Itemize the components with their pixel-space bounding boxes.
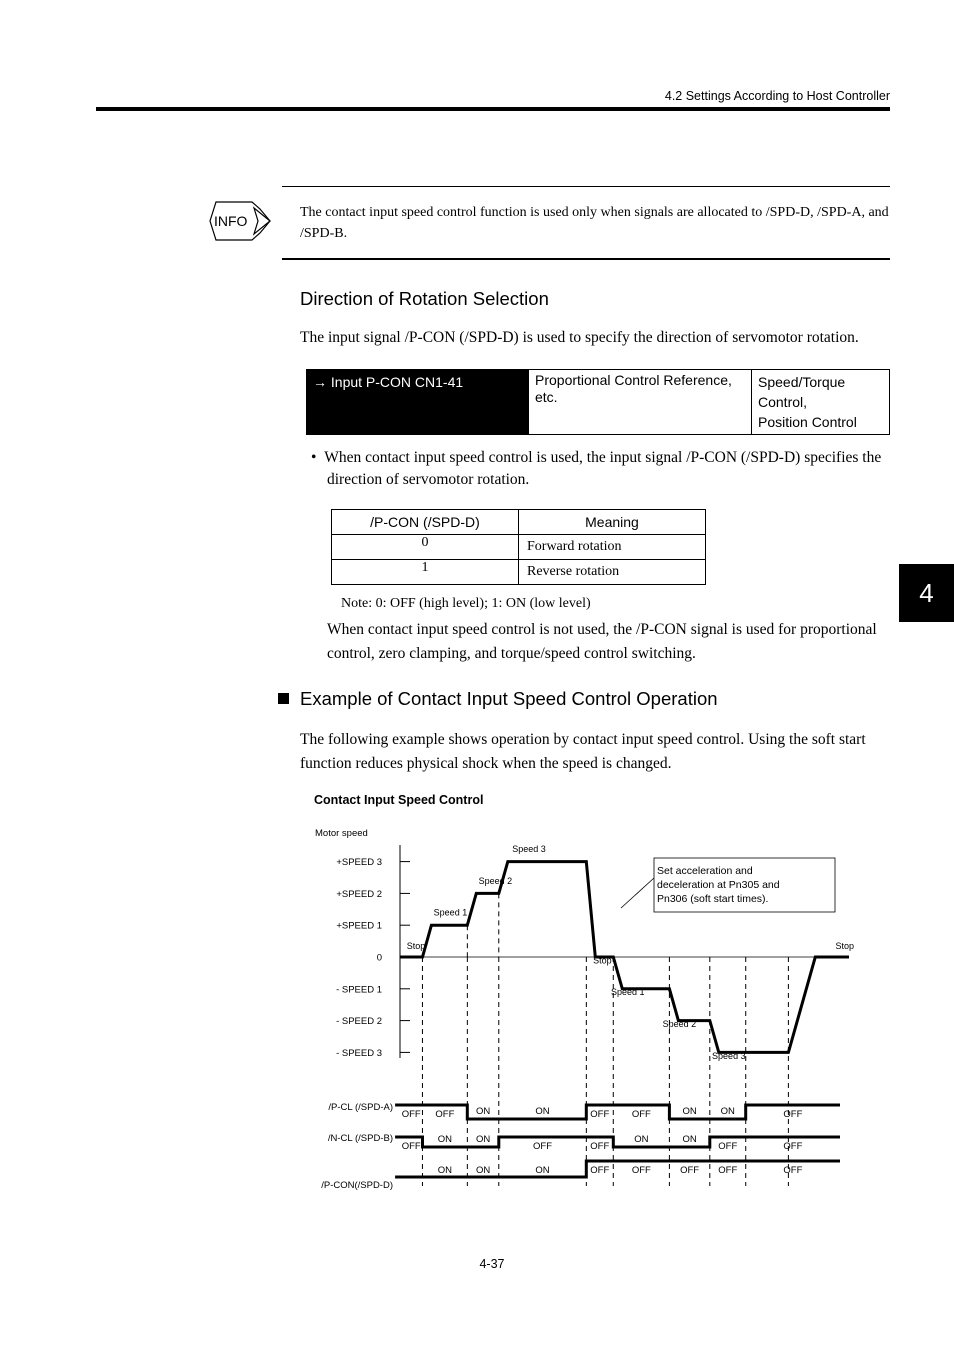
speed-label: Speed 3 (712, 1050, 746, 1061)
speed-label: Stop (406, 941, 426, 952)
table-row (332, 535, 706, 560)
signal-cell: → Input P-CON CN1-41 (307, 370, 529, 435)
bullet-text: When contact input speed control is used, the input signal /P-CON (/SPD-D) specifies the direction of servomotor rotation. (324, 449, 882, 488)
section-heading-example: Example of Contact Input Speed Control Operation (300, 688, 718, 709)
signal-state-label: OFF (718, 1141, 738, 1152)
y-tick-label: - SPEED 1 (336, 984, 382, 996)
signal-state-label: ON (475, 1165, 491, 1176)
signal-state-label: ON (437, 1165, 453, 1176)
info-bottom-rule (282, 258, 890, 260)
mode-line: Control, (758, 394, 808, 410)
signal-table (306, 369, 890, 435)
table-row (332, 560, 706, 585)
signal-state-label: ON (634, 1134, 649, 1145)
signal-state-label: ON (437, 1134, 453, 1145)
signal-state-label: ON (682, 1106, 697, 1117)
header-rule (96, 107, 890, 111)
section-paragraph-2: When contact input speed control is not used, the /P-CON signal is used for proportional control, zero clamping, and torque/speed control switching. (327, 621, 877, 662)
table-header: Meaning (519, 510, 706, 535)
chapter-tab: 4 (899, 564, 954, 622)
example-paragraph: The following example shows operation by contact input speed control. Using the soft start function reduces physical shock when the speed is changed. (300, 731, 866, 772)
info-icon-label: INFO (214, 213, 248, 229)
speed-label: Speed 1 (433, 907, 468, 918)
y-tick-label: +SPEED 2 (336, 888, 382, 900)
mode-line: Position Control (758, 414, 857, 430)
signal-waveform (395, 1105, 840, 1119)
annotation-text: Pn306 (soft start times). (657, 893, 769, 905)
table-cell: Forward rotation (519, 535, 706, 560)
y-tick-label: - SPEED 2 (336, 1016, 382, 1028)
signal-state-label: OFF (401, 1141, 421, 1152)
speed-label: Speed 2 (478, 875, 513, 886)
table-cell: 1 (332, 560, 519, 585)
table-cell: 0 (332, 535, 519, 560)
speed-label: Stop (835, 941, 855, 952)
y-tick-label: 0 (376, 952, 382, 964)
signal-name: /N-CL (/SPD-B) (327, 1133, 393, 1144)
info-text: The contact input speed control function is used only when signals are allocated to /SPD-D, /SPD-A, and /SPD-B. (300, 205, 889, 241)
signal-state-label: ON (720, 1106, 735, 1117)
speed-timing-chart (300, 820, 860, 1200)
section-paragraph: The input signal /P-CON (/SPD-D) is used to specify the direction of servomotor rotation. (300, 329, 859, 346)
signal-state-label: OFF (435, 1109, 455, 1120)
signal-state-label: ON (682, 1134, 697, 1145)
signal-state-label: OFF (590, 1165, 610, 1176)
table-note: Note: 0: OFF (high level); 1: ON (low level) (341, 596, 591, 611)
page-number: 4-37 (479, 1257, 505, 1271)
signal-state-label: OFF (533, 1141, 553, 1152)
signal-state-label: OFF (631, 1165, 651, 1176)
square-bullet-icon (278, 693, 289, 704)
section-heading-direction: Direction of Rotation Selection (300, 288, 549, 309)
signal-waveform (395, 1137, 840, 1147)
running-header: 4.2 Settings According to Host Controller (664, 89, 890, 103)
signal-state-label: OFF (783, 1141, 803, 1152)
speed-label: Stop (593, 955, 612, 966)
signal-state-label: OFF (631, 1109, 651, 1120)
annotation-text: deceleration at Pn305 and (657, 879, 780, 891)
mode-line: Speed/Torque (758, 374, 846, 390)
signal-state-label: ON (535, 1165, 550, 1176)
signal-state-label: ON (475, 1134, 491, 1145)
table-cell: Reverse rotation (519, 560, 706, 585)
speed-label: Speed 2 (662, 1018, 697, 1029)
signal-state-label: OFF (783, 1109, 803, 1120)
y-tick-label: +SPEED 1 (336, 920, 382, 932)
annotation-leader (621, 878, 654, 908)
modes-cell (752, 370, 890, 435)
signal-state-label: OFF (590, 1141, 610, 1152)
signal-state-label: ON (475, 1106, 491, 1117)
signal-state-label: OFF (680, 1165, 700, 1176)
y-axis-label: Motor speed (315, 828, 368, 839)
y-tick-label: - SPEED 3 (336, 1047, 382, 1059)
info-icon (208, 200, 274, 242)
table-header: /P-CON (/SPD-D) (332, 510, 519, 535)
signal-state-label: OFF (718, 1165, 738, 1176)
signal-state-label: OFF (401, 1109, 421, 1120)
speed-label: Speed 1 (611, 987, 645, 998)
signal-name: /P-CON(/SPD-D) (321, 1180, 393, 1191)
annotation-text: Set acceleration and (657, 865, 753, 877)
y-tick-label: +SPEED 3 (336, 857, 382, 869)
info-top-rule (282, 186, 890, 187)
signal-state-label: OFF (590, 1109, 610, 1120)
signal-state-label: OFF (783, 1165, 803, 1176)
function-cell: Proportional Control Reference, etc. (529, 370, 752, 435)
bullet-item: • When contact input speed control is used, the input signal /P-CON (/SPD-D) specifies the direction of servomotor rotation. (311, 449, 882, 488)
chart-title: Contact Input Speed Control (314, 793, 484, 807)
signal-state-label: ON (535, 1106, 550, 1117)
signal-waveform (395, 1161, 840, 1177)
meaning-table (331, 509, 706, 585)
speed-label: Speed 3 (512, 844, 546, 855)
signal-name: /P-CL (/SPD-A) (328, 1102, 393, 1113)
